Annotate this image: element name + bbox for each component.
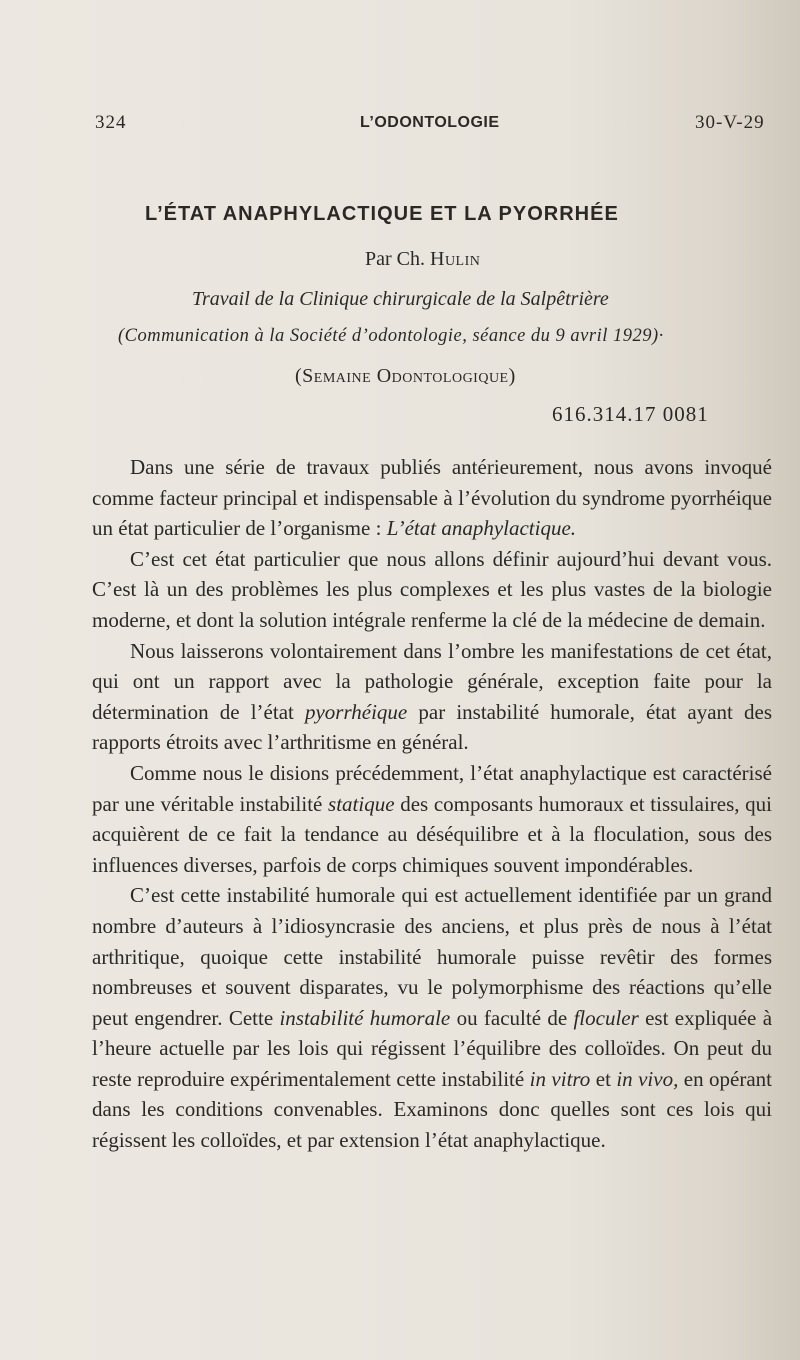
journal-title: L’ODONTOLOGIE <box>360 114 500 131</box>
paragraph-5-emphasis-2: floculer <box>573 1005 639 1030</box>
paragraph-3-text-b: par instabilité humorale, état ayant des rapports étroits avec l’arthritisme en général. <box>92 699 772 755</box>
page-number: 324 <box>95 112 127 133</box>
paragraph-4-emphasis: statique <box>328 791 395 816</box>
section-label: (Semaine Odontologique) <box>295 365 516 387</box>
paragraph-5 <box>92 880 772 1155</box>
affiliation: Travail de la Clinique chirurgicale de la Salpêtrière <box>192 288 609 310</box>
paragraph-5-text-c: est expliquée à l’heure actuelle par les lois qui régissent l’équilibre des colloïdes. On peut du reste reproduire expérimentalement cette instabilité <box>92 1005 773 1091</box>
paragraph-1 <box>92 452 772 544</box>
paragraph-4-text-a: Comme nous le disions précédemment, l’état anaphylactique est caractérisé par une véritable instabilité <box>92 760 772 816</box>
paragraph-3-text-a: Nous laisserons volontairement dans l’ombre les manifestations de cet état, qui ont un rapport avec la pathologie générale, exception faite pour la détermination de l’état <box>92 638 772 724</box>
paragraph-1-emphasis: L’état anaphylactique. <box>386 516 577 541</box>
classification-number: 616.314.17 0081 <box>552 402 709 426</box>
communication-note: (Communication à la Société d’odontologie, séance du 9 avril 1929)· <box>118 326 664 346</box>
author-name: Hulin <box>430 248 481 270</box>
paragraph-3-emphasis: pyorrhéique <box>304 699 408 724</box>
paragraph-4-text-b: des composants humoraux et tissulaires, qui acquièrent de ce fait la tendance au déséquilibre et à la floculation, sous des influences diverses, parfois de corps chimiques souvent impondérables. <box>92 791 773 877</box>
paragraph-5-emphasis-1: instabilité humorale <box>279 1005 451 1030</box>
paragraph-5-text-e: en opérant dans les conditions convenables. Examinons donc quelles sont ces lois qui régissent les colloïdes, et par extension l’état anaphylactique. <box>92 1066 773 1153</box>
paragraph-5-emphasis-4: in vivo, <box>616 1066 679 1091</box>
issue-date: 30-V-29 <box>695 112 765 133</box>
running-head <box>95 112 795 142</box>
paragraph-1-text: Dans une série de travaux publiés antérieurement, nous avons invoqué comme facteur principal et indispensable à l’évolution du syndrome pyorrhéique un état particulier de l’organisme : <box>92 455 772 541</box>
paragraph-3 <box>92 636 772 758</box>
article-title: L’ÉTAT ANAPHYLACTIQUE ET LA PYORRHÉE <box>145 203 619 225</box>
byline <box>365 248 480 271</box>
paragraph-5-text-a: C’est cette instabilité humorale qui est actuellement identifiée par un grand nombre d’auteurs à l’idiosyncrasie des anciens, et plus près de nous à l’état arthritique, quoique cette instabilité humorale puisse revêtir des formes nombreuses et souvent disparates, vu le polymorphisme des réactions qu’elle peut engendrer. Cette <box>92 883 772 1030</box>
paragraph-5-text-b: ou faculté de <box>450 1005 574 1030</box>
paragraph-2: C’est cet état particulier que nous allons définir aujourd’hui devant vous. C’est là un des problèmes les plus complexes et les plus vastes de la biologie moderne, et dont la solution intégrale renferme la clé de la médecine de demain. <box>92 546 772 632</box>
article-body <box>92 452 772 1156</box>
paragraph-4 <box>92 758 772 880</box>
paragraph-5-emphasis-3: in vitro <box>529 1066 591 1091</box>
byline-prefix: Par Ch. <box>365 248 425 270</box>
paragraph-5-text-d: et <box>590 1066 617 1091</box>
